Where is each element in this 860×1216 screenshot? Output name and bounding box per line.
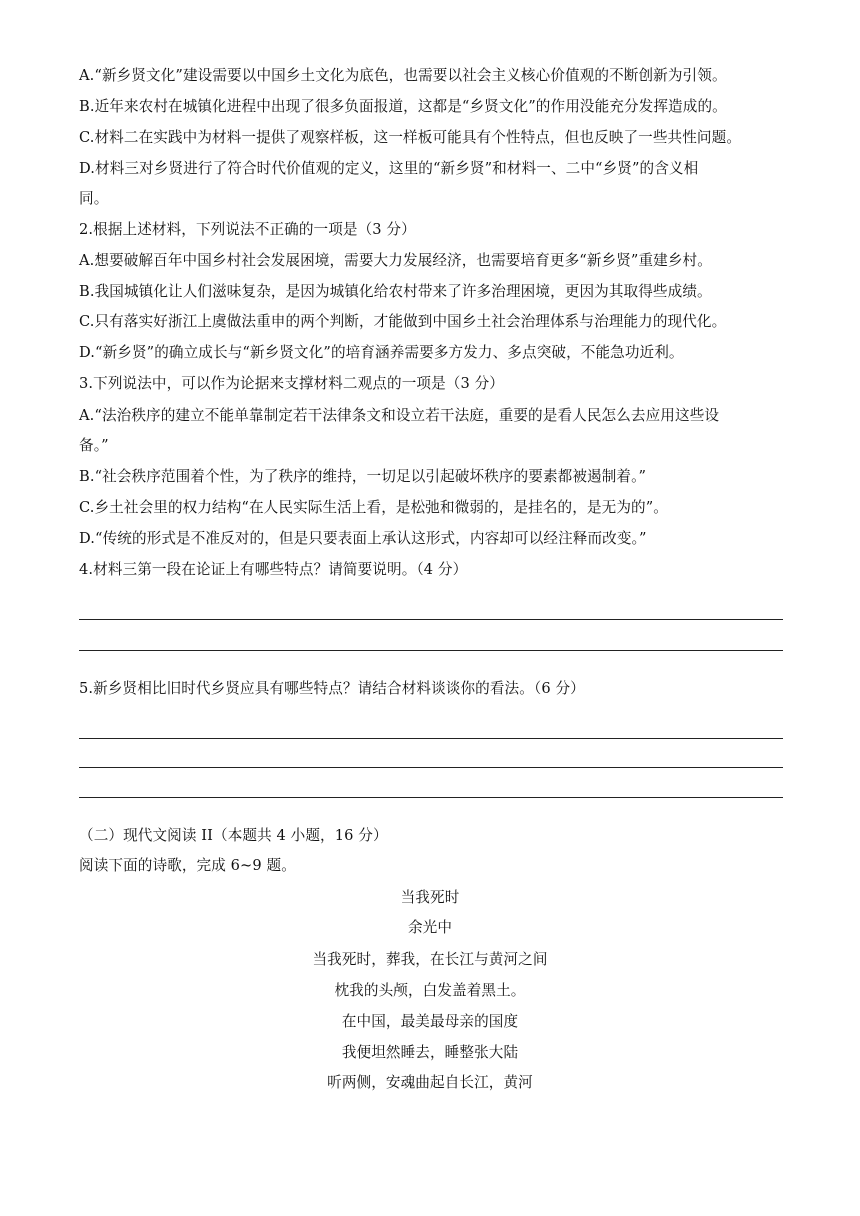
q2-option-c: C.只有落实好浙江上虞做法重申的两个判断，才能做到中国乡土社会治理体系与治理能力的现代化。 xyxy=(79,313,727,330)
q2-stem: 2.根据上述材料，下列说法不正确的一项是（3 分） xyxy=(79,221,416,238)
poem-line: 我便坦然睡去，睡整张大陆 xyxy=(341,1044,519,1061)
section-heading: （二）现代文阅读 II（本题共 4 小题，16 分） xyxy=(79,827,388,844)
q3-stem: 3.下列说法中，可以作为论据来支撑材料二观点的一项是（3 分） xyxy=(79,375,504,392)
q4-answer-line-1[interactable] xyxy=(79,619,783,620)
poem-line: 在中国，最美最母亲的国度 xyxy=(341,1013,519,1030)
q1-option-d: D.材料三对乡贤进行了符合时代价值观的定义，这里的“新乡贤”和材料一、二中“乡贤”的含义相 xyxy=(79,160,699,177)
q1-option-d-continued: 同。 xyxy=(79,190,109,207)
q2-option-d: D.“新乡贤”的确立成长与“新乡贤文化”的培育涵养需要多方发力、多点突破，不能急功近利。 xyxy=(79,344,684,361)
poem-title: 当我死时 xyxy=(400,889,460,906)
q2-option-b: B.我国城镇化让人们滋味复杂，是因为城镇化给农村带来了许多治理困境，更因为其取得些成绩。 xyxy=(79,283,712,300)
q4-stem: 4.材料三第一段在论证上有哪些特点？请简要说明。（4 分） xyxy=(79,561,468,578)
q4-answer-line-2[interactable] xyxy=(79,650,783,651)
q5-answer-line-2[interactable] xyxy=(79,767,783,768)
poem-author: 余光中 xyxy=(407,919,453,936)
section-instruction: 阅读下面的诗歌，完成 6~9 题。 xyxy=(79,857,296,874)
q3-option-b: B.“社会秩序范围着个性，为了秩序的维持，一切足以引起破坏秩序的要素都被遏制着。” xyxy=(79,468,647,485)
q1-option-b: B.近年来农村在城镇化进程中出现了很多负面报道，这都是“乡贤文化”的作用没能充分发挥造成的。 xyxy=(79,98,727,115)
q1-option-c: C.材料二在实践中为材料一提供了观察样板，这一样板可能具有个性特点，但也反映了一些共性问题。 xyxy=(79,129,742,146)
q3-option-c: C.乡土社会里的权力结构“在人民实际生活上看，是松弛和微弱的，是挂名的，是无为的”。 xyxy=(79,499,668,516)
q5-stem: 5.新乡贤相比旧时代乡贤应具有哪些特点？请结合材料谈谈你的看法。（6 分） xyxy=(79,680,585,697)
poem-line: 当我死时，葬我，在长江与黄河之间 xyxy=(312,951,548,968)
q1-option-a: A.“新乡贤文化”建设需要以中国乡土文化为底色，也需要以社会主义核心价值观的不断创新为引领。 xyxy=(79,67,727,84)
q5-answer-line-3[interactable] xyxy=(79,797,783,798)
poem-line: 枕我的头颅，白发盖着黑土。 xyxy=(334,982,526,999)
q2-option-a: A.想要破解百年中国乡村社会发展困境，需要大力发展经济，也需要培育更多“新乡贤”重建乡村。 xyxy=(79,252,712,269)
poem-line: 听两侧，安魂曲起自长江，黄河 xyxy=(327,1074,533,1091)
q3-option-d: D.“传统的形式是不准反对的，但是只要表面上承认这形式，内容却可以经注释而改变。” xyxy=(79,530,647,547)
q5-answer-line-1[interactable] xyxy=(79,738,783,739)
q3-option-a-continued: 备。” xyxy=(79,437,109,454)
q3-option-a: A.“法治秩序的建立不能单靠制定若干法律条文和设立若干法庭，重要的是看人民怎么去应用这些设 xyxy=(79,407,720,424)
